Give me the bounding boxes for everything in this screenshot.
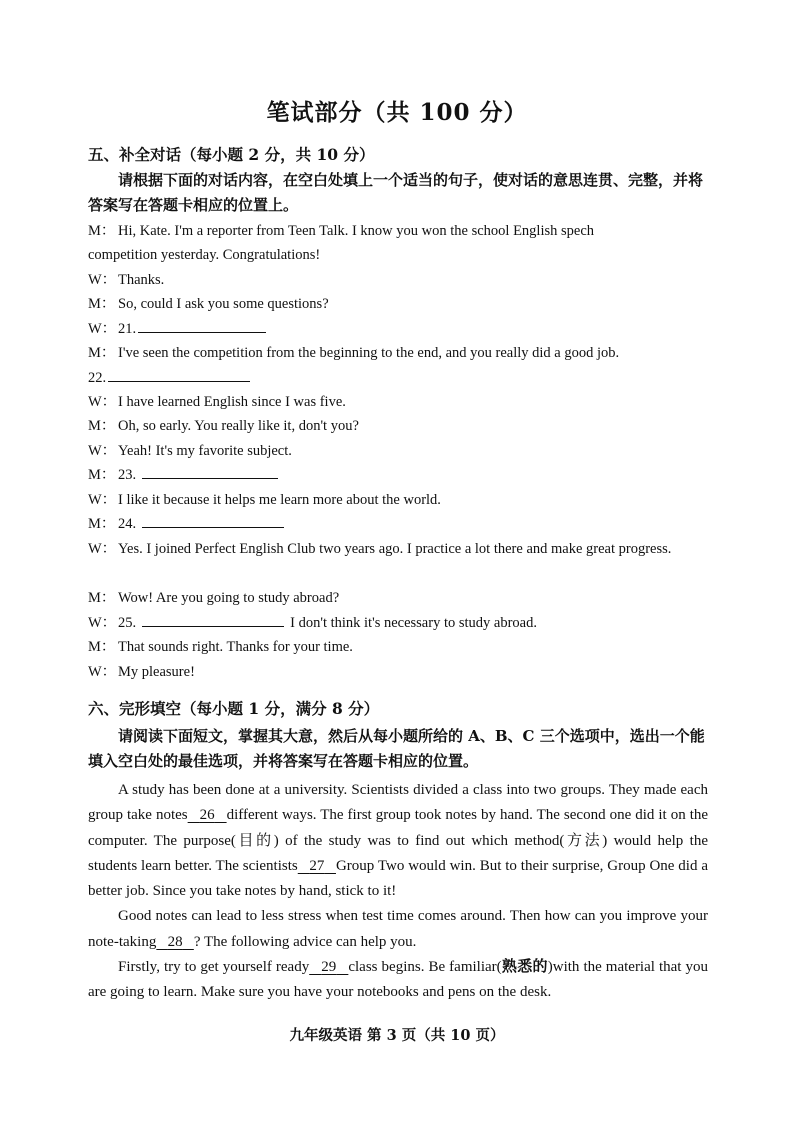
dialogue-line xyxy=(88,463,713,488)
dialogue-line xyxy=(88,537,713,562)
dialogue-line xyxy=(88,512,713,537)
line-text: Wow! Are you going to study abroad? xyxy=(118,590,340,606)
question-number: 24. xyxy=(118,516,137,532)
dialogue-line xyxy=(88,611,713,636)
dialogue-line xyxy=(88,414,713,439)
dialogue-line xyxy=(88,268,713,293)
speaker-label: W： xyxy=(88,492,117,508)
line-text: Hi, Kate. I'm a reporter from Teen Talk. I know you won the school English spech xyxy=(118,223,595,239)
answer-blank-21[interactable] xyxy=(138,318,266,333)
dialogue-line xyxy=(88,439,713,464)
cloze-passage xyxy=(88,778,708,1006)
question-number: 25. xyxy=(118,615,137,631)
question-number: 23. xyxy=(118,467,137,483)
line-text: Yeah! It's my favorite subject. xyxy=(118,443,292,459)
dialogue-line xyxy=(88,366,713,391)
speaker-label: M： xyxy=(88,345,116,361)
line-text: I've seen the competition from the beginning to the end, and you really did a good job. xyxy=(118,345,620,361)
passage-paragraph-2: Good notes can lead to less stress when test time comes around. Then how can you improve your note-taking 28 ? The following advice can help you. xyxy=(88,908,708,950)
speaker-label: M： xyxy=(88,467,116,483)
speaker-label: M： xyxy=(88,296,116,312)
line-text: I have learned English since I was five. xyxy=(118,394,346,410)
line-text: So, could I ask you some questions? xyxy=(118,296,329,312)
speaker-label: M： xyxy=(88,639,116,655)
line-text: That sounds right. Thanks for your time. xyxy=(118,639,353,655)
passage-paragraph-3: Firstly, try to get yourself ready 29 class begins. Be familiar(熟悉的)with the material that you are going to learn. Make sure you have your notebooks and pens on the desk. xyxy=(88,959,708,1001)
blank-26[interactable]: 26 xyxy=(199,807,215,824)
dialogue-line xyxy=(88,586,713,611)
page-title: 笔试部分（共 100 分） xyxy=(266,99,528,126)
dialogue-line xyxy=(88,317,713,342)
passage-paragraph-1: A study has been done at a university. Scientists divided a class into two groups. They made each group take notes 26 different ways. The first group took notes by hand. The second one did it on the computer. The purpose(目的) of the study was to find out which method(方法) would help the students learn better. The scientists 27 Group Two would win. But to their surprise, Group One did a better job. Since you take notes by hand, stick to it! xyxy=(88,782,709,900)
line-text: I like it because it helps me learn more about the world. xyxy=(118,492,441,508)
speaker-label: M： xyxy=(88,418,116,434)
blank-29[interactable]: 29 xyxy=(321,959,337,976)
dialogue-line xyxy=(88,390,713,415)
speaker-label: W： xyxy=(88,394,117,410)
speaker-label: W： xyxy=(88,664,117,680)
answer-blank-23[interactable] xyxy=(142,464,278,479)
speaker-label: W： xyxy=(88,272,117,288)
speaker-label: W： xyxy=(88,443,117,459)
speaker-label: W： xyxy=(88,321,117,337)
speaker-label: M： xyxy=(88,590,116,606)
dialogue-line xyxy=(88,488,713,513)
line-text: My pleasure! xyxy=(118,664,195,680)
dialogue-line xyxy=(88,292,713,317)
dialogue-line xyxy=(88,660,713,685)
line-text: Yes. I joined Perfect English Club two years ago. I practice a lot there and make great progress. xyxy=(118,541,672,557)
dialogue-line xyxy=(88,219,713,244)
question-number: 22. xyxy=(88,370,107,386)
line-text: I don't think it's necessary to study abroad. xyxy=(290,615,537,631)
page-footer: 九年级英语 第 3 页（共 10 页） xyxy=(289,1027,505,1044)
section-6-instruction: 请阅读下面短文，掌握其大意，然后从每小题所给的 A、B、C 三个选项中，选出一个能填入空白处的最佳选项，并将答案写在答题卡相应的位置。 xyxy=(88,727,705,770)
answer-blank-24[interactable] xyxy=(142,513,284,528)
answer-blank-22[interactable] xyxy=(108,367,250,382)
section-5-instruction: 请根据下面的对话内容，在空白处填上一个适当的句子，使对话的意思连贯、完整，并将答案写在答题卡相应的位置上。 xyxy=(88,171,704,214)
dialogue-line xyxy=(88,635,713,660)
blank-27[interactable]: 27 xyxy=(309,857,325,874)
answer-blank-25[interactable] xyxy=(142,612,284,627)
section-6-heading: 六、完形填空（每小题 1 分，满分 8 分） xyxy=(88,699,380,718)
dialogue-line xyxy=(88,243,713,268)
speaker-label: M： xyxy=(88,223,116,239)
section-5-heading: 五、补全对话（每小题 2 分，共 10 分） xyxy=(88,145,375,164)
speaker-label: M： xyxy=(88,516,116,532)
line-text: Thanks. xyxy=(118,272,165,288)
line-text: competition yesterday. Congratulations! xyxy=(88,247,321,263)
line-text: Oh, so early. You really like it, don't you? xyxy=(118,418,359,434)
speaker-label: W： xyxy=(88,615,117,631)
dialogue-line xyxy=(88,341,713,366)
speaker-label: W： xyxy=(88,541,117,557)
question-number: 21. xyxy=(118,321,137,337)
blank-28[interactable]: 28 xyxy=(167,933,183,950)
